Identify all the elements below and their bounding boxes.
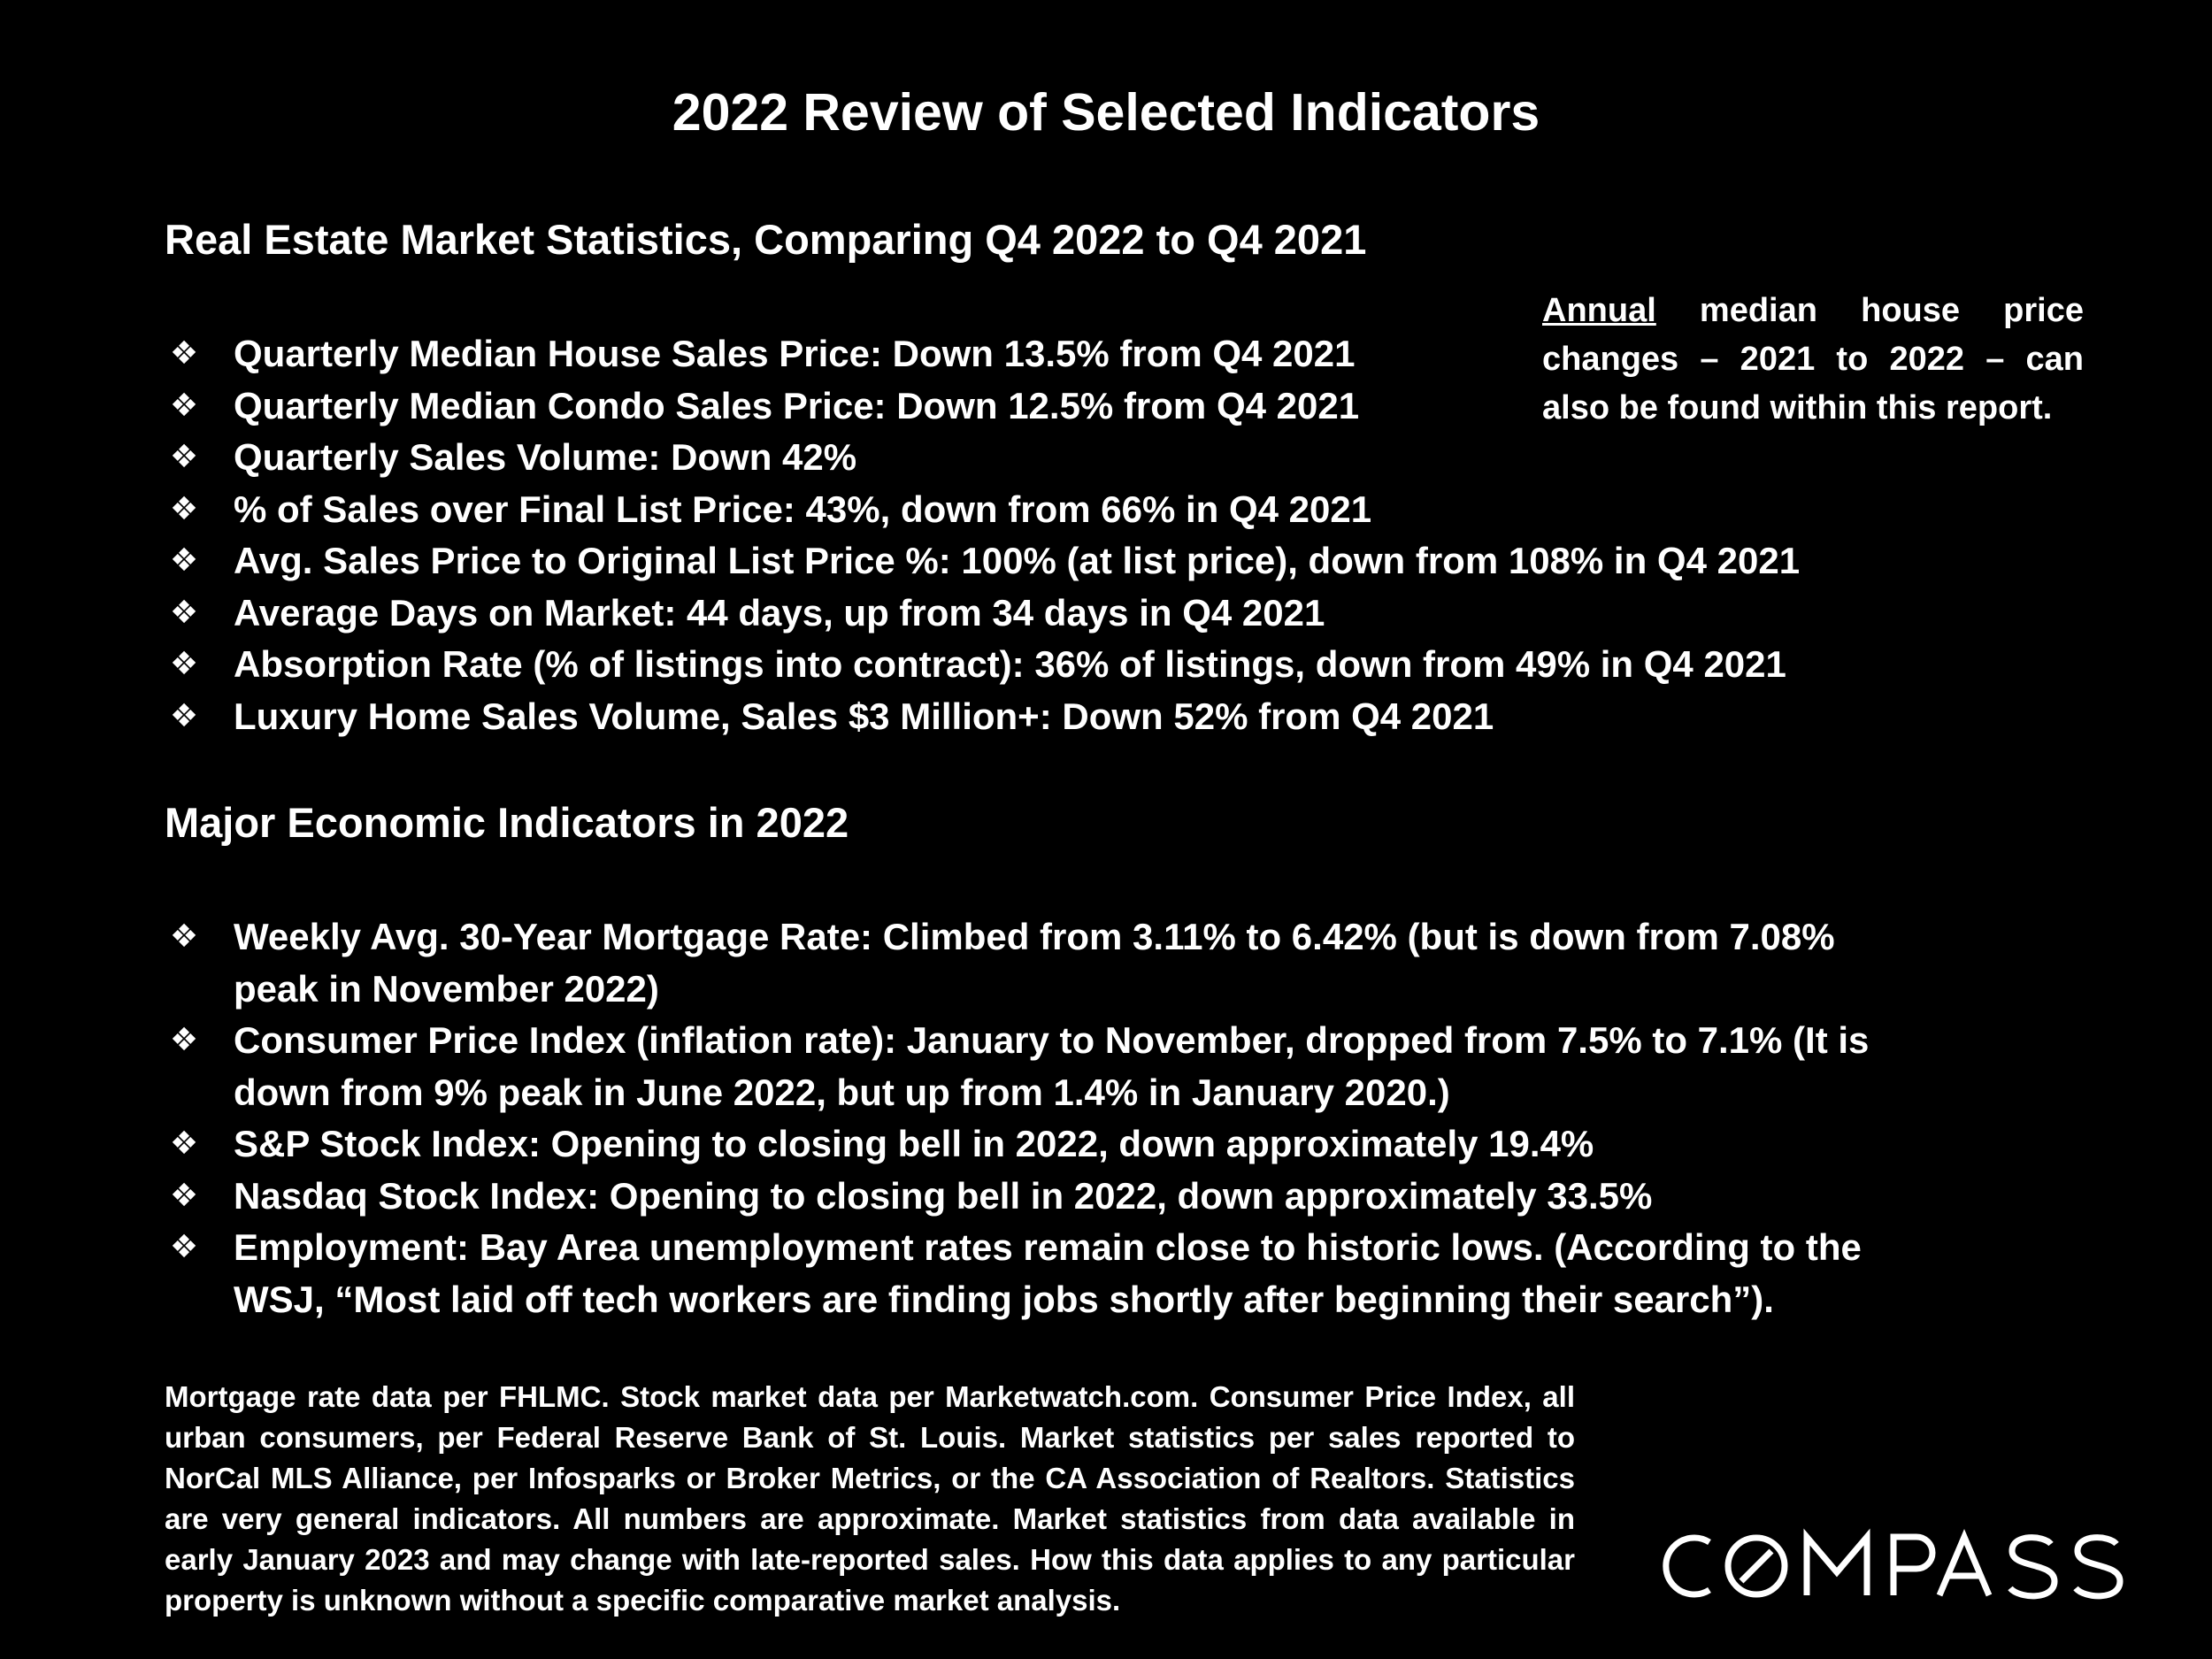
real-estate-heading: Real Estate Market Statistics, Comparing Q4 2022 to Q4 2021 — [165, 216, 1367, 263]
list-item — [165, 1015, 1916, 1118]
annual-note-text: median house price changes – 2021 to 2022 – can also be found within this report. — [1542, 292, 2084, 426]
source-footnote: Mortgage rate data per FHLMC. Stock market data per Marketwatch.com. Consumer Price Index, all urban consumers, per Federal Reserve Bank of St. Louis. Market statistics per sales reported to NorCal MLS Alliance, per Infosparks or Broker Metrics, or the CA Association of Realtors. Statistics are very general indicators. All numbers are approximate. Market statistics from data available in early January 2023 and may change with late-reported sales. How this data applies to any particular property is unknown without a specific comparative market analysis. — [165, 1380, 1575, 1617]
list-item — [165, 1171, 1916, 1223]
economic-heading: Major Economic Indicators in 2022 — [165, 799, 849, 846]
page-title: 2022 Review of Selected Indicators — [672, 83, 1540, 142]
compass-logo-graphic — [1655, 1526, 2124, 1606]
diamond-four-icon: ❖ — [169, 387, 199, 424]
list-item-text: Quarterly Sales Volume: Down 42% — [234, 436, 857, 478]
diamond-four-icon: ❖ — [169, 1125, 199, 1162]
list-item — [165, 535, 1800, 588]
list-item-text: Nasdaq Stock Index: Opening to closing bell in 2022, down approximately 33.5% — [234, 1174, 1653, 1217]
diamond-four-icon: ❖ — [169, 1177, 199, 1214]
diamond-four-icon: ❖ — [169, 1229, 199, 1265]
list-item — [165, 484, 1800, 536]
list-item — [165, 380, 1800, 433]
diamond-four-icon: ❖ — [169, 490, 199, 527]
real-estate-list — [165, 328, 1800, 742]
diamond-four-icon: ❖ — [169, 439, 199, 475]
list-item — [165, 639, 1800, 691]
annual-underlined-word: Annual — [1542, 292, 1656, 329]
list-item — [165, 432, 1800, 484]
list-item — [165, 1118, 1916, 1171]
list-item-text: Consumer Price Index (inflation rate): January to November, dropped from 7.5% to 7.1% (It is down from 9% peak in June 2022, but up from 1.4% in January 2020.) — [234, 1019, 1870, 1113]
economic-list — [165, 911, 1916, 1325]
compass-logo — [1655, 1526, 2124, 1606]
list-item-text: S&P Stock Index: Opening to closing bell in 2022, down approximately 19.4% — [234, 1123, 1594, 1164]
diamond-four-icon: ❖ — [169, 335, 199, 372]
list-item-text: Quarterly Median Condo Sales Price: Down 12.5% from Q4 2021 — [234, 384, 1360, 426]
list-item-text: Avg. Sales Price to Original List Price %: 100% (at list price), down from 108% in Q4 2021 — [234, 540, 1801, 581]
list-item — [165, 588, 1800, 640]
list-item-text: % of Sales over Final List Price: 43%, down from 66% in Q4 2021 — [234, 488, 1372, 530]
diamond-four-icon: ❖ — [169, 646, 199, 682]
list-item-text: Average Days on Market: 44 days, up from 34 days in Q4 2021 — [234, 591, 1325, 634]
list-item — [165, 911, 1916, 1015]
diamond-four-icon: ❖ — [169, 697, 199, 734]
list-item — [165, 328, 1800, 380]
diamond-four-icon: ❖ — [169, 594, 199, 631]
list-item-text: Absorption Rate (% of listings into contract): 36% of listings, down from 49% in Q4 2021 — [234, 643, 1786, 685]
diamond-four-icon: ❖ — [169, 542, 199, 579]
list-item — [165, 1222, 1916, 1325]
diamond-four-icon: ❖ — [169, 1022, 199, 1058]
list-item-text: Weekly Avg. 30-Year Mortgage Rate: Climbed from 3.11% to 6.42% (but is down from 7.08% peak in November 2022) — [234, 916, 1835, 1010]
list-item-text: Quarterly Median House Sales Price: Down 13.5% from Q4 2021 — [234, 333, 1356, 374]
list-item-text: Employment: Bay Area unemployment rates remain close to historic lows. (According to the WSJ, “Most laid off tech workers are finding jobs shortly after beginning their search”). — [234, 1226, 1862, 1320]
list-item — [165, 691, 1800, 743]
diamond-four-icon: ❖ — [169, 918, 199, 955]
list-item-text: Luxury Home Sales Volume, Sales $3 Million+: Down 52% from Q4 2021 — [234, 695, 1494, 737]
